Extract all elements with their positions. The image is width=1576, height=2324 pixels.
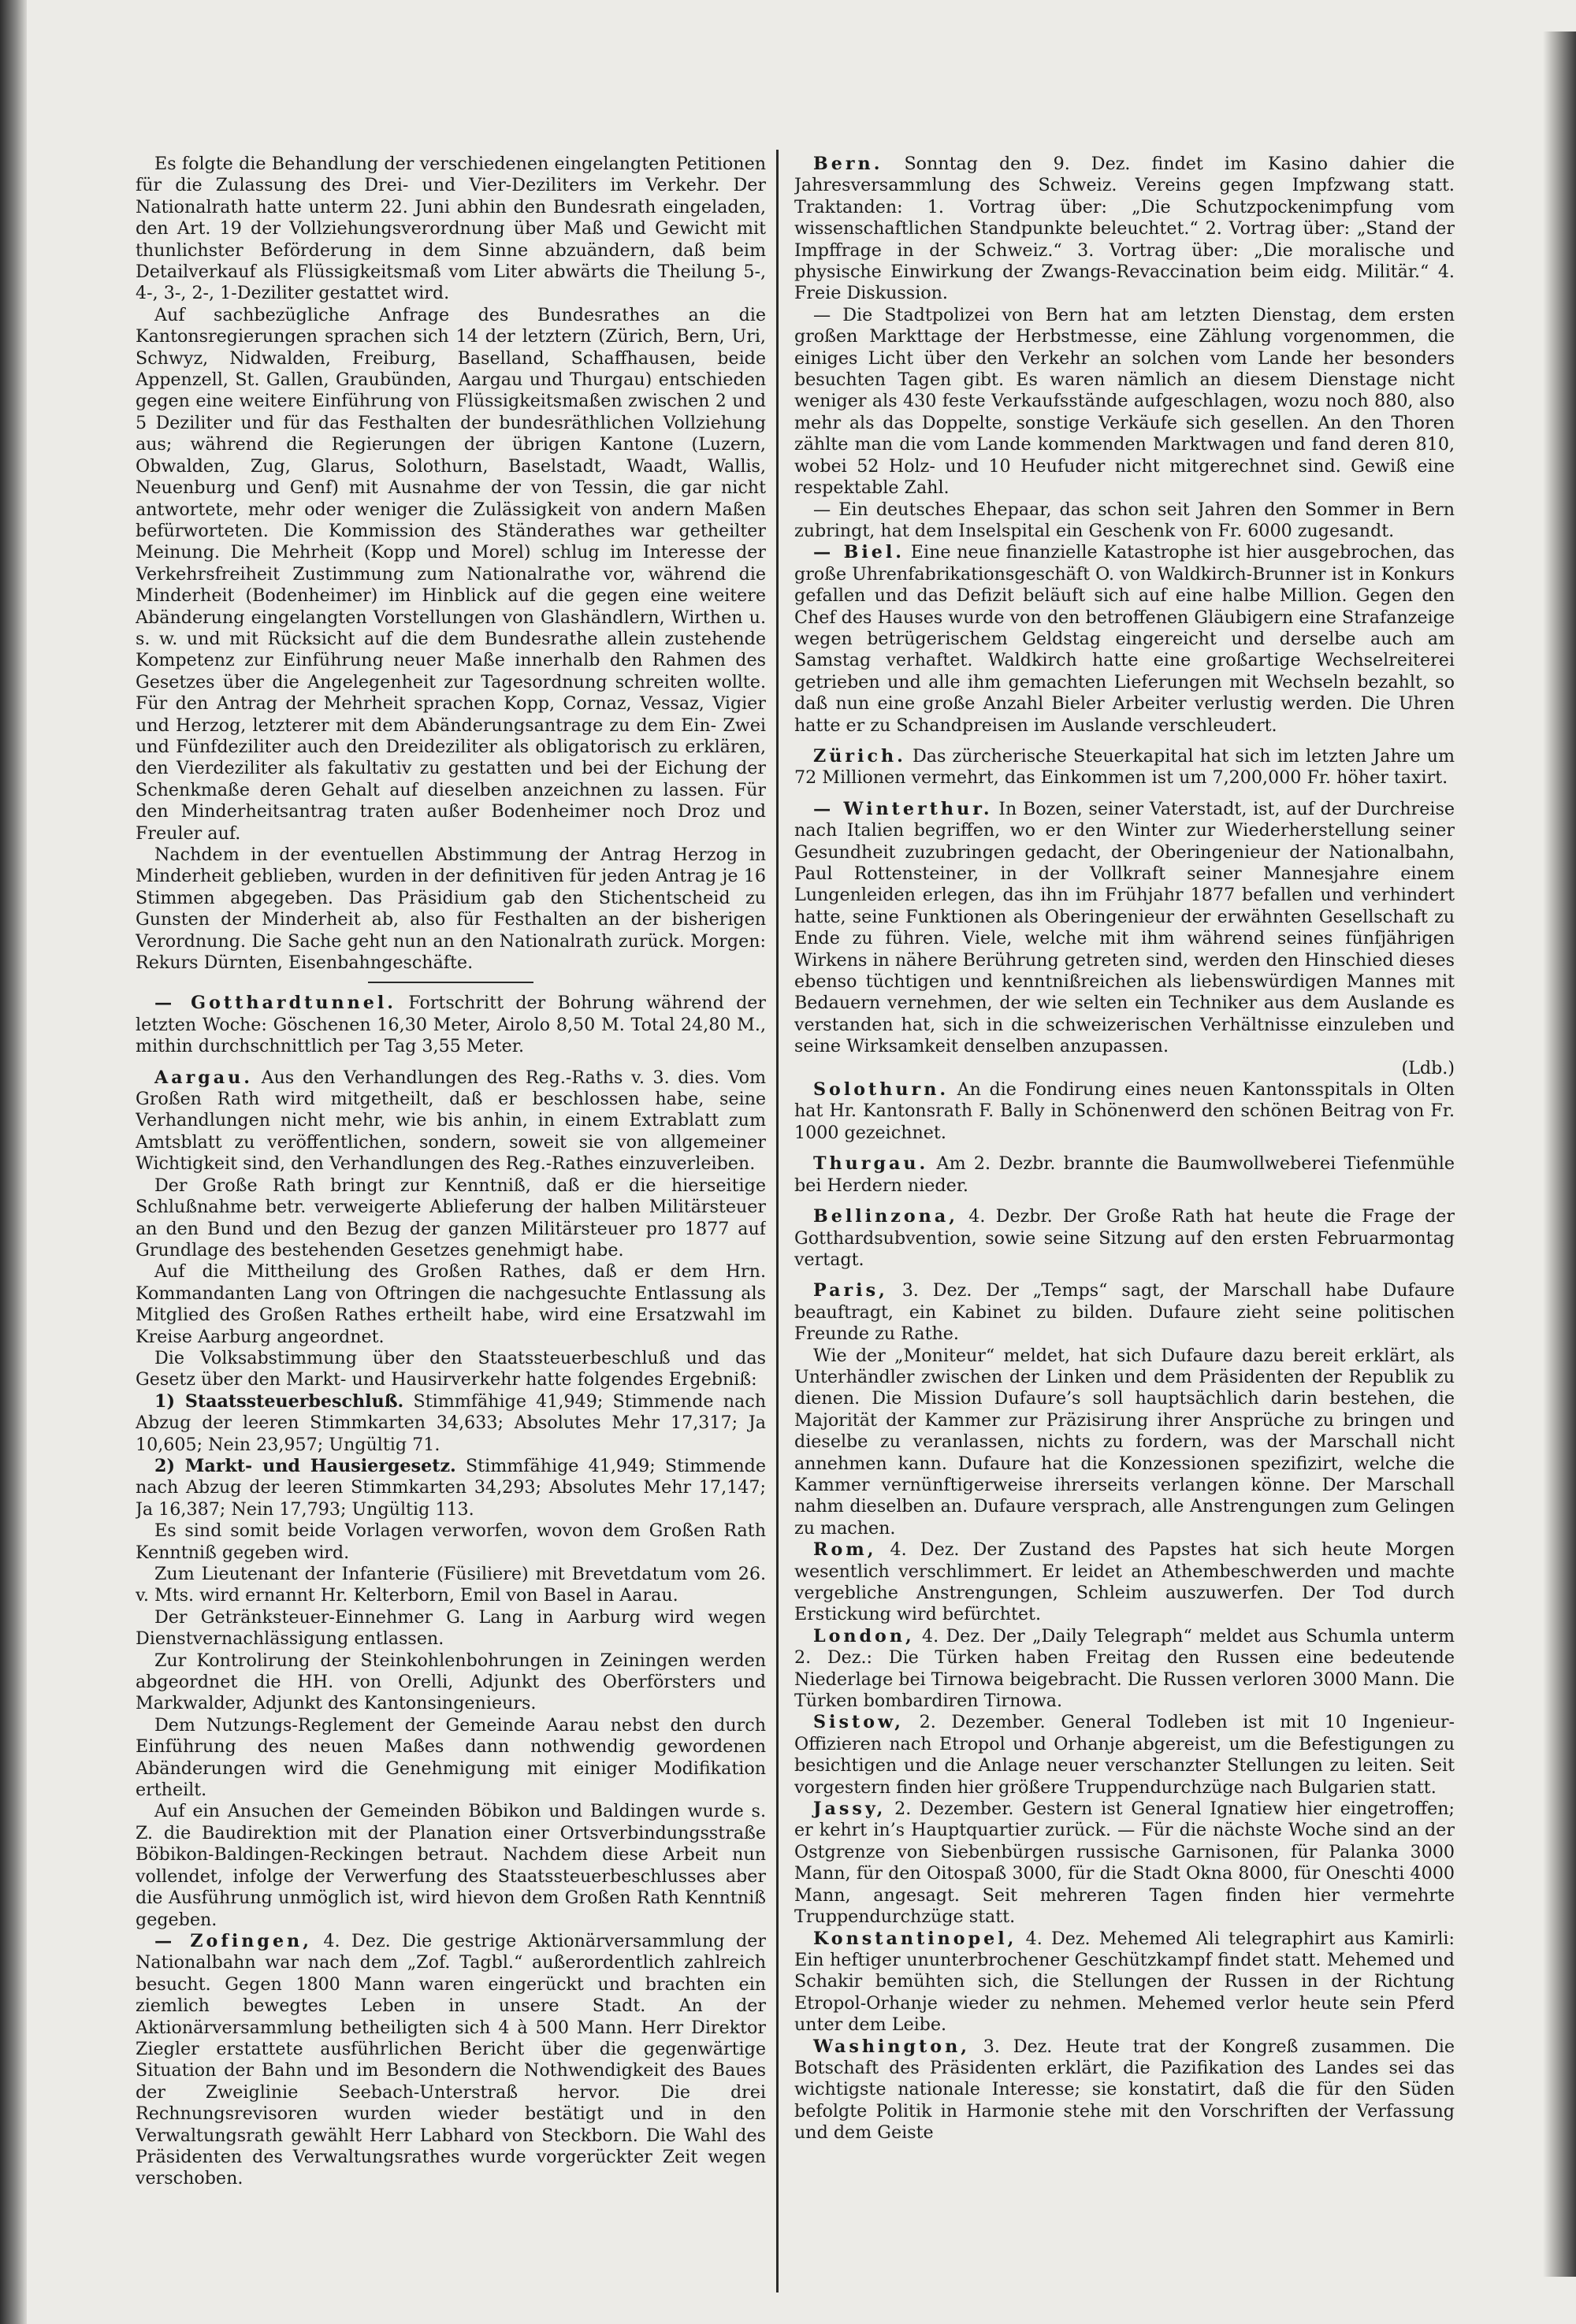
heading-konstantinopel: Konstantinopel, bbox=[813, 1928, 1017, 1949]
text-bern: Sonntag den 9. Dez. findet im Kasino dahier die Jahresversammlung des Schweiz. Vereins gegen Impfzwang statt. Traktanden: 1. Vortrag über: „Die Schutzpockenimpfung vom wissenschaftlichen Standpunkte beleuchtet.“ 2. Vortrag über: „Stand der Impffrage in der Schweiz.“ 3. Vortrag über: „Die moralische und physische Einwirkung der Zwangs-Revaccination beim eidg. Militär.“ 4. Freie Diskussion. bbox=[794, 154, 1455, 304]
paragraph-aargau-9: Der Getränksteuer-Einnehmer G. Lang in Aarburg wird wegen Dienstvernachlässigung entlassen. bbox=[136, 1606, 766, 1650]
text-jassy: 2. Dezember. Gestern ist General Ignatiew hier eingetroffen; er kehrt in’s Hauptquartier zurück. — Für die nächste Woche sind an der Ostgrenze von Siebenbürgen russische Garnisonen, für Palanka 3000 Mann, für den Oitospaß 3000, für die Stadt Okna 8000, für Oneschti 4000 Mann, angesagt. Seit mehreren Tagen finden hier vermehrte Truppendurchzüge statt. bbox=[794, 1799, 1455, 1928]
text-aargau: Aus den Verhandlungen des Reg.-Raths v. 3. dies. Vom Großen Rath wird mitgetheilt, daß er beschlossen habe, seine Verhandlungen nicht mehr, wie bis anhin, in einem Extrablatt zum Amtsblatt zu veröffentlichen, sondern, soweit sie von allgemeiner Wichtigkeit sind, den Verhandlungen des Reg.-Rathes einzuverleiben. bbox=[136, 1067, 766, 1175]
heading-jassy: Jassy, bbox=[813, 1799, 886, 1820]
article-washington bbox=[794, 2036, 1455, 2144]
paragraph-aargau-7: Es sind somit beide Vorlagen verworfen, wovon dem Großen Rath Kenntniß gegeben wird. bbox=[136, 1520, 766, 1563]
heading-london: London, bbox=[813, 1625, 915, 1646]
article-zurich bbox=[794, 746, 1455, 789]
heading-zofingen: — Zofingen, bbox=[154, 1930, 312, 1951]
text-thurgau: Am 2. Dezbr. brannte die Baumwollweberei Tiefenmühle bei Herdern nieder. bbox=[794, 1153, 1455, 1196]
paragraph-abstimmung: Nachdem in der eventuellen Abstimmung der Antrag Herzog in Minderheit geblieben, wurden in der definitiven für jeden Antrag je 16 Stimmen abgegeben. Das Präsidium gab den Stichentscheid zu Gunsten der Minderheit ab, also für Festhalten an der bisherigen Verordnung. Die Sache geht nun an den Nationalrath zurück. Morgen: Rekurs Dürnten, Eisenbahngeschäfte. bbox=[136, 845, 766, 974]
heading-zurich: Zürich. bbox=[813, 745, 906, 767]
text-london: 4. Dez. Der „Daily Telegraph“ meldet aus Schumla unterm 2. Dez.: Die Türken haben Freitag den Russen eine bedeutende Niederlage bei Tirnowa beigebracht. Die Russen verloren 3000 Mann. Die Türken bombardiren Tirnowa. bbox=[794, 1625, 1455, 1712]
heading-bern: Bern. bbox=[813, 154, 883, 174]
heading-bellinzona: Bellinzona, bbox=[813, 1206, 958, 1227]
heading-biel: — Biel. bbox=[813, 542, 905, 563]
article-solothurn bbox=[794, 1079, 1455, 1144]
text-rom: 4. Dez. Der Zustand des Papstes hat sich heute Morgen wesentlich verschlimmert. Er leidet an Athembeschwerden und machte vergebliche Anstrengungen, Schleim auszuwerfen. Der Tod durch Erstickung wird befürchtet. bbox=[794, 1539, 1455, 1625]
text-staatssteuer: Stimmfähige 41,949; Stimmende nach Abzug der leeren Stimmkarten 34,633; Absolutes Mehr 17,317; Ja 10,605; Nein 23,957; Ungültig 71. bbox=[136, 1390, 766, 1455]
paragraph-anfrage: Auf sachbezügliche Anfrage des Bundesrathes an die Kantonsregierungen sprachen sich 14 der letztern (Zürich, Bern, Uri, Schwyz, Nidwalden, Freiburg, Baselland, Schaffhausen, beide Appenzell, St. Gallen, Graubünden, Aargau und Thurgau) entschieden gegen eine weitere Einführung von Flüssigkeitsmaßen zwischen 2 und 5 Deziliter und für das Festhalten der bundesräthlichen Vollziehung aus; während die Regierungen der übrigen Kantone (Luzern, Obwalden, Zug, Glarus, Solothurn, Baselstadt, Waadt, Wallis, Neuenburg und Genf) mit Ausnahme der von Tessin, die gar nicht antwortete, mehr oder weniger die Zulässigkeit von andern Maßen befürworteten. Die Kommission des Ständerathes war getheilter Meinung. Die Mehrheit (Kopp und Morel) schlug im Interesse der Verkehrsfreiheit Zustimmung zum Nationalrathe vor, während die Minderheit (Bodenheimer) im Hinblick auf die gegen eine weitere Abänderung eingelangten Vorstellungen von Glashändlern, Wirthen u. s. w. und mit Rücksicht auf die dem Bundesrathe allein zustehende Kompetenz zur Einführung neuer Maße innerhalb den Rahmen des Gesetzes über die Angelegenheit zur Tagesordnung schreiten wollte. Für den Antrag der Mehrheit sprachen Kopp, Cornaz, Vessaz, Vigier und Herzog, letzterer mit dem Abänderungsantrage zu dem Ein- Zwei und Fünfdeziliter auch den Dreideziliter als obligatorisch zu erklären, den Vierdeziliter als fakultativ zu gestatten und bei der Eichung der Schenkmaße deren Gehalt auf dieselben anzeichnen zu lassen. Für den Minderheitsantrag traten außer Bodenheimer noch Droz und Freuler auf. bbox=[136, 304, 766, 844]
article-rom bbox=[794, 1539, 1455, 1626]
text-solothurn: An die Fondirung eines neuen Kantonsspitals in Olten hat Hr. Kantonsrath F. Bally in Schönenwerd den schönen Beitrag von Fr. 1000 gezeichnet. bbox=[794, 1079, 1455, 1143]
text-sistow: 2. Dezember. General Todleben ist mit 10 Ingenieur-Offizieren nach Etropol und Orhanje abgereist, um die Befestigungen zu besichtigen und die Anlage neuer verschanzter Stellungen zu leiten. Seit vorgestern finden hier größere Truppendurchzüge nach Bulgarien statt. bbox=[794, 1712, 1455, 1798]
article-bellinzona bbox=[794, 1206, 1455, 1271]
heading-rom: Rom, bbox=[813, 1539, 877, 1561]
page-binding-shadow bbox=[0, 0, 27, 2324]
text-zofingen: 4. Dez. Die gestrige Aktionärversammlung der Nationalbahn war nach dem „Zof. Tagbl.“ außerordentlich zahlreich besucht. Gegen 1800 Mann waren eingerückt und brachten ein ziemlich bewegtes Leben in unsere Stadt. An der Aktionärversammlung betheiligten sich 4 à 500 Mann. Herr Direktor Ziegler erstattete ausführlichen Bericht über die gegenwärtige Situation der Bahn und im Besondern die Nothwendigkeit des Baues der Zweiglinie Seebach-Unterstraß hervor. Die drei Rechnungsrevisoren wurden wieder bestätigt und in den Verwaltungsrath gewählt Herr Labhard von Steckborn. Die Wahl des Präsidenten des Verwaltungsrathes wurde vorgerückter Zeit wegen verschoben. bbox=[136, 1930, 766, 2189]
paragraph-aargau-8: Zum Lieutenant der Infanterie (Füsiliere) mit Brevetdatum vom 26. v. Mts. wird ernannt Hr. Kelterborn, Emil von Basel in Aarau. bbox=[136, 1564, 766, 1606]
heading-solothurn: Solothurn. bbox=[813, 1079, 950, 1101]
heading-aargau: Aargau. bbox=[154, 1067, 254, 1088]
paragraph-aargau-12: Auf ein Ansuchen der Gemeinden Böbikon und Baldingen wurde s. Z. die Baudirektion mit der Planation einer Ortsverbindungsstraße Böbikon-Baldingen-Reckingen betraut. Nachdem diese Arbeit nun vollendet, infolge der Verwerfung des Staatssteuerbeschlusses aber die Ausführung unmöglich ist, wird hievon dem Großen Rath Kenntniß gegeben. bbox=[136, 1801, 766, 1930]
paragraph-aargau-10: Zur Kontrolirung der Steinkohlenbohrungen in Zeiningen werden abgeordnet die HH. von Orelli, Adjunkt des Oberförsters und Markwalder, Adjunkt des Kantonsingenieurs. bbox=[136, 1650, 766, 1714]
text-winterthur: In Bozen, seiner Vaterstadt, ist, auf der Durchreise nach Italien begriffen, wo er den Winter zur Wiederherstellung seiner Gesundheit zuzubringen gedacht, der Oberingenieur der Nationalbahn, Paul Rottensteiner, in der Vollkraft seiner Mannesjahre einem Lungenleiden erlegen, das ihn im Frühjahr 1877 befallen und verhindert hatte, seine Funktionen als Oberingenieur der erwähnten Gesellschaft zu Ende zu führen. Viele, welche mit ihm während seines fünfjährigen Wirkens in nähere Berührung getreten sind, werden den Hinschied dieses ebenso tüchtigen und kenntnißreichen als liebenswürdigen Mannes mit Bedauern vernehmen, der wie selten ein Techniker aus dem Auslande es verstanden hat, sich in die schweizerischen Verhältnisse einzuleben und seine Wirksamkeit denselben anzupassen. bbox=[794, 798, 1455, 1057]
page-edge-shadow bbox=[1543, 32, 1576, 2277]
heading-gotthardtunnel: — Gotthardtunnel. bbox=[154, 993, 396, 1014]
column-divider bbox=[776, 150, 779, 2292]
text-bellinzona: 4. Dezbr. Der Große Rath hat heute die Frage der Gotthardsubvention, sowie seine Sitzung auf den ersten Februarmontag vertagt. bbox=[794, 1206, 1455, 1270]
text-washington: 3. Dez. Heute trat der Kongreß zusammen. Die Botschaft des Präsidenten erklärt, die Pazifikation des Landes sei das wichtigste nationale Interesse; sie konstatirt, daß die für den Süden befolgte Politik in Harmonie stehe mit den Vorschriften der Verfassung und dem Geiste bbox=[794, 2036, 1455, 2144]
heading-winterthur: — Winterthur. bbox=[813, 798, 993, 819]
heading-paris: Paris, bbox=[813, 1280, 888, 1301]
article-london bbox=[794, 1626, 1455, 1713]
section-rule bbox=[368, 982, 533, 983]
text-zurich: Das zürcherische Steuerkapital hat sich im letzten Jahre um 72 Millionen vermehrt, das Einkommen ist um 7,200,000 Fr. höher taxirt. bbox=[794, 745, 1455, 789]
text-hausiergesetz: Stimmfähige 41,949; Stimmende nach Abzug der leeren Stimmkarten 34,293; Absolutes Mehr 17,147; Ja 16,387; Nein 17,793; Ungültig 113. bbox=[136, 1455, 766, 1520]
paragraph-bern-2: — Die Stadtpolizei von Bern hat am letzten Dienstag, dem ersten großen Markttage der Herbstmesse, eine Zählung vorgenommen, die einiges Licht über den Verkehr an solchen vom Lande her besonders besuchten Tagen gibt. Es waren nämlich an diesem Dienstage nicht weniger als 430 feste Verkaufsstände aufgeschlagen, wozu noch 880, also mehr als das Doppelte, sonstige Verkäufe sich gesellen. An den Thoren zählte man die vom Lande kommenden Marktwagen und fand deren 810, wobei 52 Holz- und 10 Heufuder nicht mitgerechnet sind. Gewiß eine respektable Zahl. bbox=[794, 304, 1455, 499]
paragraph-hausiergesetz bbox=[136, 1456, 766, 1520]
article-sistow bbox=[794, 1712, 1455, 1799]
paragraph-bern-3: — Ein deutsches Ehepaar, das schon seit Jahren den Sommer in Bern zubringt, hat dem Inselspital ein Geschenk von Fr. 6000 zugesandt. bbox=[794, 499, 1455, 541]
text-paris: 3. Dez. Der „Temps“ sagt, der Marschall habe Dufaure beauftragt, ein Kabinet zu bilden. Dufaure zieht seine politischen Freunde zu Rathe. bbox=[794, 1280, 1455, 1345]
paragraph-aargau-4: Die Volksabstimmung über den Staatssteuerbeschluß und das Gesetz über den Markt- und Hausirverkehr hatte folgendes Ergebniß: bbox=[136, 1347, 766, 1390]
article-paris bbox=[794, 1280, 1455, 1345]
heading-thurgau: Thurgau. bbox=[813, 1153, 929, 1175]
heading-washington: Washington, bbox=[813, 2036, 970, 2057]
label-hausiergesetz: 2) Markt- und Hausiergesetz. bbox=[154, 1455, 456, 1476]
heading-sistow: Sistow, bbox=[813, 1712, 905, 1733]
article-winterthur bbox=[794, 799, 1455, 1058]
right-column bbox=[794, 154, 1455, 2296]
source-ldb: (Ldb.) bbox=[1401, 1057, 1455, 1078]
paragraph-aargau-2: Der Große Rath bringt zur Kenntniß, daß er die hierseitige Schlußnahme betr. verweigerte Ablieferung der halben Militärsteuer an den Bund und den Bezug der ganzen Militärsteuer pro 1877 auf Grundlage des bestehenden Gesetzes genehmigt habe. bbox=[136, 1175, 766, 1260]
label-staatssteuer: 1) Staatssteuerbeschluß. bbox=[154, 1390, 404, 1412]
article-zofingen bbox=[136, 1931, 766, 2190]
paragraph-paris-2: Wie der „Moniteur“ meldet, hat sich Dufaure dazu bereit erklärt, als Unterhändler zwischen der Linken und dem Präsidenten der Republik zu dienen. Die Mission Dufaure’s soll hauptsächlich darin bestehen, die Majorität der Kammer zur Präzisirung ihrer Ansprüche zu bringen und dieselbe zu veranlassen, nichts zu fordern, was der Marschall nicht annehmen kann. Dufaure hat die Konzessionen spezifizirt, welche die Kammer vernünftigerweise ihrerseits verlangen könne. Der Marschall nahm dieselben an. Dufaure versprach, alle Anstrengungen zum Gelingen zu machen. bbox=[794, 1345, 1455, 1539]
paragraph-staatssteuer bbox=[136, 1391, 766, 1456]
paragraph-aargau-11: Dem Nutzungs-Reglement der Gemeinde Aarau nebst den durch Einführung des neuen Maßes dann nothwendig gewordenen Abänderungen wird die Genehmigung mit einiger Modifikation ertheilt. bbox=[136, 1714, 766, 1801]
paragraph-aargau-3: Auf die Mittheilung des Großen Rathes, daß er dem Hrn. Kommandanten Lang von Oftringen die nachgesuchte Entlassung als Mitglied des Großen Rathes ertheilt habe, wird eine Ersatzwahl im Kreise Aarburg angeordnet. bbox=[136, 1261, 766, 1347]
article-gotthardtunnel bbox=[136, 993, 766, 1057]
text-gotthardtunnel: Fortschritt der Bohrung während der letzten Woche: Göschenen 16,30 Meter, Airolo 8,50 M. Total 24,80 M., mithin durchschnittlich per Tag 3,55 Meter. bbox=[136, 993, 766, 1057]
left-column bbox=[136, 154, 766, 2296]
article-thurgau bbox=[794, 1153, 1455, 1197]
article-jassy bbox=[794, 1799, 1455, 1928]
article-konstantinopel bbox=[794, 1929, 1455, 2036]
text-konstantinopel: 4. Dez. Mehemed Ali telegraphirt aus Kamirli: Ein heftiger ununterbrochener Geschützkampf findet statt. Mehemed und Schakir bemühten sich, die Stellungen der Russen in der Richtung Etropol-Orhanje wieder zu nehmen. Mehemed verlor heute sein Pferd unter dem Leibe. bbox=[794, 1928, 1455, 2036]
paragraph-petitionen: Es folgte die Behandlung der verschiedenen eingelangten Petitionen für die Zulassung des Drei- und Vier-Deziliters im Verkehr. Der Nationalrath hatte unterm 22. Juni abhin den Bundesrath eingeladen, den Art. 19 der Vollziehungsverordnung über Maß und Gewicht mit thunlichster Beförderung in dem Sinne abzuändern, daß beim Detailverkauf als Flüssigkeitsmaß vom Liter abwärts die Theilung 5-, 4-, 3-, 2-, 1-Deziliter gestattet wird. bbox=[136, 154, 766, 304]
article-biel bbox=[794, 542, 1455, 737]
text-biel: Eine neue finanzielle Katastrophe ist hier ausgebrochen, das große Uhrenfabrikationsgeschäft O. von Waldkirch-Brunner ist in Konkurs gefallen und das Defizit beläuft sich auf eine halbe Million. Gegen den Chef des Hauses wurde von den betroffenen Gläubigern eine Strafanzeige wegen betrügerischem Geldstag eingereicht und derselbe auch am Samstag verhaftet. Waldkirch hatte eine großartige Wechselreiterei getrieben und alle ihm gemachten Lieferungen mit Wechseln bezahlt, so daß nun eine große Anzahl Bieler Arbeiter verlustig werden. Die Uhren hatte er zu Schandpreisen im Auslande verschleudert. bbox=[794, 542, 1455, 736]
article-bern bbox=[794, 154, 1455, 305]
article-aargau bbox=[136, 1067, 766, 1175]
